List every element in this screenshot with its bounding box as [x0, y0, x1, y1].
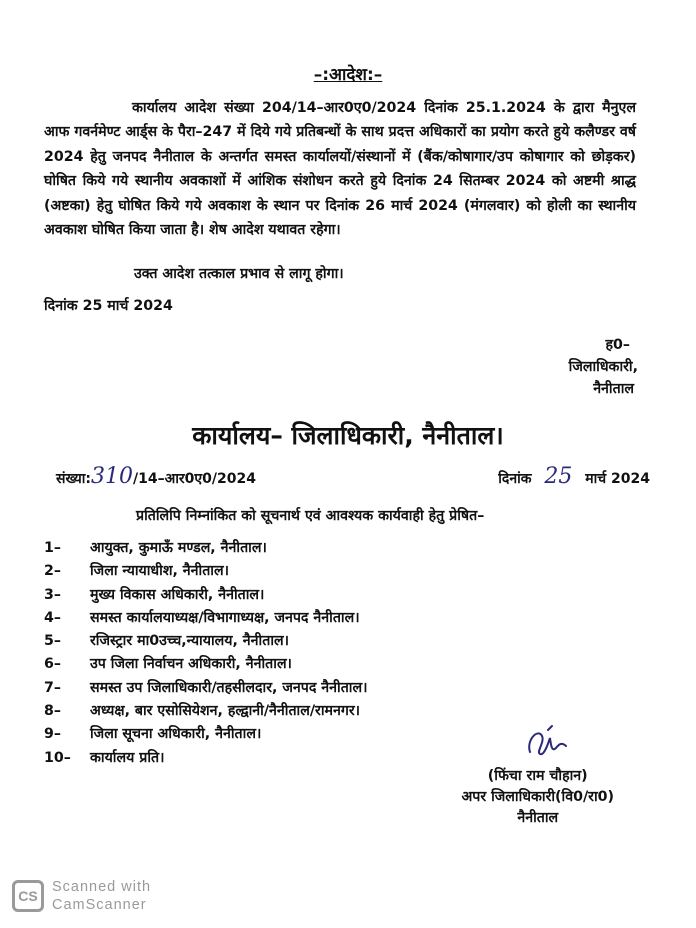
ref-handwritten-day: 25 — [544, 464, 573, 489]
copy-to-line: प्रतिलिपि निम्नांकित को सूचनार्थ एवं आवश्यक कार्यवाही हेतु प्रेषित– — [136, 508, 485, 524]
reference-date — [498, 464, 650, 489]
list-item-number: 3– — [44, 586, 61, 603]
place: नैनीताल — [593, 381, 634, 397]
list-item — [44, 654, 367, 677]
effect-line: उक्त आदेश तत्काल प्रभाव से लागू होगा। — [134, 266, 344, 282]
order-paragraph: कार्यालय आदेश संख्या 204/14–आर0ए0/2024 दिनांक 25.1.2024 के द्वारा मैनुएल आफ गवर्नमेण्ट आर्ड्स के पैरा–247 में दिये गये प्रतिबन्धों के साथ प्रदत्त अधिकारों का प्रयोग करते हुये कलैण्डर वर्ष 2024 हेतु जनपद नैनीताल के अन्तर्गत समस्त कार्यालयों/संस्थानों में (बैंक/कोषागार/उप कोषागार को छोड़कर) घोषित किये गये स्थानीय अवकाशों में आंशिक संशोधन करते हुये दिनांक 24 सितम्बर 2024 को अष्टमी श्राद्ध (अष्टका) हेतु घोषित किये गये अवकाश के स्थान पर दिनांक 26 मार्च 2024 (मंगलवार) को होली का स्थानीय अवकाश घोषित किया जाता है। शेष आदेश यथावत रहेगा। — [44, 100, 636, 239]
signed-mark: ह0– — [605, 337, 630, 353]
list-item — [44, 585, 367, 608]
list-item-number: 6– — [44, 656, 61, 673]
list-item — [44, 631, 367, 654]
signature-block-dm — [569, 334, 638, 400]
ref-prefix: संख्या: — [56, 471, 91, 487]
ref-handwritten-number: 310 — [91, 464, 133, 489]
handwritten-signature-icon — [518, 722, 574, 766]
list-item-text: समस्त कार्यालयाध्यक्ष/विभागाध्यक्ष, जनपद नैनीताल। — [90, 609, 360, 626]
list-item-number: 9– — [44, 726, 61, 743]
list-item-number: 2– — [44, 563, 61, 580]
order-date: दिनांक 25 मार्च 2024 — [44, 298, 173, 314]
list-item — [44, 724, 367, 747]
watermark-line-1: Scanned with — [52, 879, 152, 895]
signatory-name: (फिंचा राम चौहान) — [487, 768, 588, 784]
ref-date-suffix: मार्च 2024 — [585, 471, 650, 487]
list-item — [44, 561, 367, 584]
designation: जिलाधिकारी, — [568, 359, 638, 375]
list-item-number: 7– — [44, 679, 61, 696]
watermark-line-2: CamScanner — [52, 897, 147, 913]
reference-number — [56, 464, 256, 489]
order-heading: –:आदेश:– — [313, 65, 383, 85]
list-item — [44, 678, 367, 701]
list-item-text: जिला न्यायाधीश, नैनीताल। — [90, 563, 229, 580]
list-item-number: 4– — [44, 609, 61, 626]
recipient-list — [44, 538, 367, 771]
list-item-number: 10– — [44, 749, 71, 766]
list-item — [44, 748, 367, 771]
list-item-text: आयुक्त, कुमाऊँ मण्डल, नैनीताल। — [90, 540, 267, 556]
list-item-text: समस्त उप जिलाधिकारी/तहसीलदार, जनपद नैनीताल। — [90, 679, 368, 696]
list-item — [44, 538, 367, 561]
ref-suffix: /14–आर0ए0/2024 — [133, 471, 256, 487]
list-item-text: रजिस्ट्रार मा0उच्च,न्यायालय, नैनीताल। — [90, 633, 289, 650]
signatory-designation: अपर जिलाधिकारी(वि0/रा0) — [461, 789, 614, 805]
ref-date-prefix: दिनांक — [498, 471, 532, 487]
list-item-text: जिला सूचना अधिकारी, नैनीताल। — [90, 726, 262, 743]
list-item-text: कार्यालय प्रति। — [90, 749, 165, 766]
camscanner-logo-icon: CS — [12, 880, 44, 912]
list-item — [44, 608, 367, 631]
camscanner-watermark — [12, 878, 151, 914]
list-item-number: 1– — [44, 540, 61, 556]
list-item-text: उप जिला निर्वाचन अधिकारी, नैनीताल। — [90, 656, 292, 673]
signature-block-adm — [461, 766, 614, 829]
office-heading: कार्यालय– जिलाधिकारी, नैनीताल। — [192, 421, 504, 450]
list-item-number: 8– — [44, 703, 61, 720]
signatory-place: नैनीताल — [517, 810, 559, 826]
list-item — [44, 701, 367, 724]
list-item-number: 5– — [44, 633, 61, 650]
list-item-text: मुख्य विकास अधिकारी, नैनीताल। — [90, 586, 265, 603]
list-item-text: अध्यक्ष, बार एसोसियेशन, हल्द्वानी/नैनीताल/रामनगर। — [90, 703, 361, 720]
